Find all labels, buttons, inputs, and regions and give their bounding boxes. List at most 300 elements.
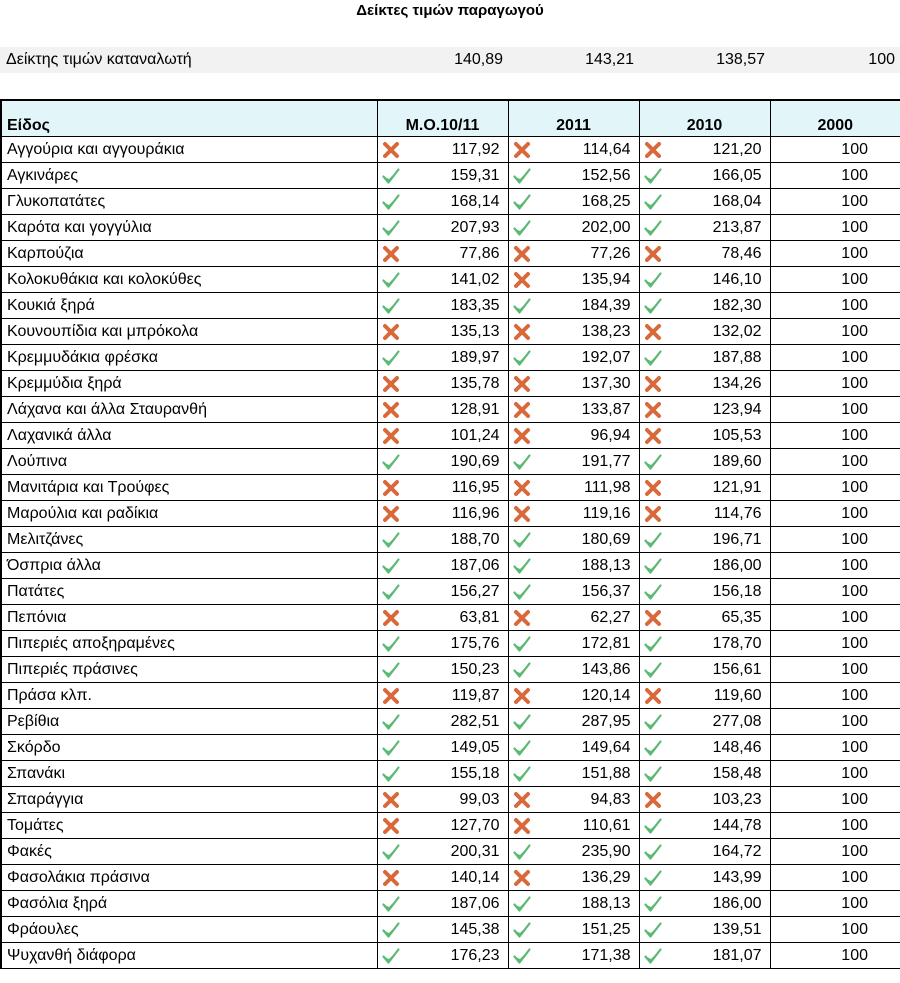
value-2011-cell[interactable] [508,605,639,631]
column-header-avg[interactable]: Μ.Ο.10/11 [377,100,508,137]
avg-cell[interactable] [377,449,508,475]
value-2010-cell[interactable] [639,839,770,865]
cell-text: 235,90 [581,842,631,860]
check-icon [512,582,532,602]
value-2000-cell[interactable] [770,917,900,943]
cell-text: 116,96 [451,504,500,522]
cell-text: 158,48 [712,764,762,782]
cell-text: 186,00 [712,894,762,912]
table-row[interactable] [1,839,900,865]
cell-text: Πεπόνια [7,608,67,626]
cell-text: 96,94 [590,426,631,444]
avg-cell[interactable] [377,917,508,943]
value-2000-cell[interactable] [770,371,900,397]
avg-cell[interactable] [377,267,508,293]
value-2011-cell[interactable] [508,631,639,657]
table-row[interactable] [1,709,900,735]
value-2000-cell[interactable] [770,813,900,839]
cell-text: 135,13 [450,322,500,340]
avg-cell[interactable] [377,579,508,605]
check-icon [643,348,663,368]
cell-text: 100 [841,738,868,756]
item-name-cell[interactable] [1,397,377,423]
value-2011-cell[interactable] [508,293,639,319]
value-2000-cell[interactable] [770,241,900,267]
table-row[interactable] [1,267,900,293]
table-body [1,137,900,969]
cell-text: 100 [841,504,868,522]
cross-icon [512,322,532,342]
value-2011-cell[interactable] [508,319,639,345]
item-name-cell[interactable] [1,761,377,787]
avg-cell[interactable] [377,735,508,761]
cross-icon [381,374,401,394]
cell-text: 152,56 [581,166,631,184]
check-icon [381,764,401,784]
cell-text: 168,04 [712,192,762,210]
cell-text: 127,70 [450,816,500,834]
value-2011-cell[interactable] [508,917,639,943]
value-2011-cell[interactable] [508,787,639,813]
value-2000-cell[interactable] [770,449,900,475]
cell-text: Τομάτες [7,816,64,834]
cell-text: Καρπούζια [7,244,84,262]
check-icon [643,816,663,836]
value-2000-cell[interactable] [770,735,900,761]
table-row[interactable] [1,137,900,163]
value-2000-cell[interactable] [770,319,900,345]
cell-text: 187,88 [712,348,762,366]
item-name-cell[interactable] [1,189,377,215]
value-2000-cell[interactable] [770,761,900,787]
check-icon [381,556,401,576]
value-2010-cell[interactable] [639,345,770,371]
cell-text: Ρεβίθια [7,712,60,730]
check-icon [512,556,532,576]
cell-text: 121,91 [712,478,762,496]
cell-text: 143,86 [581,660,631,678]
value-2011-cell[interactable] [508,475,639,501]
value-2011-cell[interactable] [508,839,639,865]
cell-text: 120,14 [581,686,631,704]
value-2010-cell[interactable] [639,657,770,683]
value-2011-cell[interactable] [508,709,639,735]
table-row[interactable] [1,683,900,709]
avg-cell[interactable] [377,787,508,813]
cross-icon [512,140,532,160]
check-icon [643,920,663,940]
table-row[interactable] [1,397,900,423]
value-2010-cell[interactable] [639,371,770,397]
value-2011-cell[interactable] [508,163,639,189]
item-name-cell[interactable] [1,293,377,319]
value-2011-cell[interactable] [508,137,639,163]
value-2010-cell[interactable] [639,579,770,605]
item-name-cell[interactable] [1,319,377,345]
cell-text: 100 [841,894,868,912]
cell-text: 187,06 [450,556,500,574]
table-row[interactable] [1,345,900,371]
table-row[interactable] [1,501,900,527]
item-name-cell[interactable] [1,501,377,527]
table-row[interactable] [1,293,900,319]
avg-cell[interactable] [377,423,508,449]
value-2000-cell[interactable] [770,865,900,891]
value-2010-cell[interactable] [639,553,770,579]
column-header-2011[interactable]: 2011 [508,100,639,137]
item-name-cell[interactable] [1,709,377,735]
cell-text: Κουκιά ξηρά [7,296,95,314]
avg-cell[interactable] [377,605,508,631]
item-name-cell[interactable] [1,137,377,163]
table-row[interactable] [1,215,900,241]
cell-text: 164,72 [712,842,762,860]
check-icon [512,920,532,940]
value-2011-cell[interactable] [508,449,639,475]
cell-text: 134,26 [712,374,762,392]
avg-cell[interactable] [377,475,508,501]
value-2010-cell[interactable] [639,241,770,267]
table-row[interactable] [1,657,900,683]
cross-icon [381,478,401,498]
value-2000-cell[interactable] [770,293,900,319]
check-icon [512,218,532,238]
value-2011-cell[interactable] [508,501,639,527]
check-icon [381,296,401,316]
table-row[interactable] [1,553,900,579]
table-row[interactable] [1,449,900,475]
cell-text: 100 [841,218,868,236]
cell-text: 77,26 [590,244,631,262]
item-name-cell[interactable] [1,683,377,709]
avg-cell[interactable] [377,553,508,579]
avg-cell[interactable] [377,683,508,709]
avg-cell[interactable] [377,761,508,787]
cross-icon [512,504,532,524]
cross-icon [381,322,401,342]
avg-cell[interactable] [377,943,508,969]
cpi-value-2011: 143,21 [585,51,634,68]
value-2011-cell[interactable] [508,527,639,553]
avg-cell[interactable] [377,657,508,683]
cross-icon [643,790,663,810]
cell-text: 200,31 [450,842,500,860]
value-2011-cell[interactable] [508,397,639,423]
item-name-cell[interactable] [1,891,377,917]
avg-cell[interactable] [377,501,508,527]
table-row[interactable] [1,891,900,917]
value-2010-cell[interactable] [639,215,770,241]
avg-cell[interactable] [377,137,508,163]
value-2010-cell[interactable] [639,189,770,215]
cell-text: 103,23 [712,790,762,808]
check-icon [643,634,663,654]
check-icon [381,660,401,680]
value-2000-cell[interactable] [770,501,900,527]
value-2011-cell[interactable] [508,345,639,371]
table-row[interactable] [1,917,900,943]
item-name-cell[interactable] [1,345,377,371]
item-name-cell[interactable] [1,267,377,293]
item-name-cell[interactable] [1,605,377,631]
item-name-cell[interactable] [1,631,377,657]
value-2010-cell[interactable] [639,423,770,449]
cell-text: 148,46 [712,738,762,756]
table-row[interactable] [1,605,900,631]
cell-text: 100 [841,322,868,340]
value-2010-cell[interactable] [639,475,770,501]
cross-icon [512,374,532,394]
value-2010-cell[interactable] [639,683,770,709]
value-2010-cell[interactable] [639,917,770,943]
table-row[interactable] [1,865,900,891]
value-2010-cell[interactable] [639,865,770,891]
item-name-cell[interactable] [1,527,377,553]
value-2010-cell[interactable] [639,761,770,787]
cell-text: 146,10 [712,270,762,288]
value-2011-cell[interactable] [508,761,639,787]
value-2011-cell[interactable] [508,865,639,891]
value-2010-cell[interactable] [639,267,770,293]
avg-cell[interactable] [377,319,508,345]
value-2010-cell[interactable] [639,397,770,423]
cell-text: 100 [841,296,868,314]
check-icon [512,712,532,732]
item-name-cell[interactable] [1,475,377,501]
value-2000-cell[interactable] [770,137,900,163]
value-2011-cell[interactable] [508,891,639,917]
cross-icon [512,426,532,446]
cell-text: 100 [841,348,868,366]
cross-icon [643,504,663,524]
cell-text: 99,03 [459,790,500,808]
table-row[interactable] [1,631,900,657]
value-2011-cell[interactable] [508,553,639,579]
item-name-cell[interactable] [1,787,377,813]
check-icon [381,270,401,290]
cell-text: 149,05 [450,738,500,756]
avg-cell[interactable] [377,293,508,319]
item-name-cell[interactable] [1,813,377,839]
cell-text: 132,02 [712,322,762,340]
item-name-cell[interactable] [1,943,377,969]
check-icon [381,738,401,758]
item-name-cell[interactable] [1,579,377,605]
cell-text: 207,93 [450,218,500,236]
value-2000-cell[interactable] [770,605,900,631]
cell-text: 100 [841,660,868,678]
table-row[interactable] [1,579,900,605]
avg-cell[interactable] [377,813,508,839]
check-icon [381,712,401,732]
value-2011-cell[interactable] [508,683,639,709]
cell-text: 100 [841,530,868,548]
check-icon [512,166,532,186]
value-2000-cell[interactable] [770,787,900,813]
cell-text: 62,27 [590,608,631,626]
value-2010-cell[interactable] [639,293,770,319]
value-2010-cell[interactable] [639,527,770,553]
table-row[interactable] [1,787,900,813]
avg-cell[interactable] [377,839,508,865]
cell-text: 117,92 [451,140,500,158]
value-2000-cell[interactable] [770,345,900,371]
table-row[interactable] [1,371,900,397]
value-2000-cell[interactable] [770,215,900,241]
cell-text: 159,31 [450,166,500,184]
avg-cell[interactable] [377,709,508,735]
value-2000-cell[interactable] [770,683,900,709]
cell-text: 213,87 [712,218,762,236]
value-2010-cell[interactable] [639,735,770,761]
value-2000-cell[interactable] [770,579,900,605]
value-2010-cell[interactable] [639,163,770,189]
value-2011-cell[interactable] [508,215,639,241]
cell-text: Κρεμμυδάκια φρέσκα [7,348,159,366]
column-header-item[interactable]: Είδος [1,100,377,137]
avg-cell[interactable] [377,631,508,657]
value-2000-cell[interactable] [770,657,900,683]
item-name-cell[interactable] [1,371,377,397]
item-name-cell[interactable] [1,839,377,865]
avg-cell[interactable] [377,241,508,267]
table-row[interactable] [1,241,900,267]
cell-text: 202,00 [581,218,631,236]
table-row[interactable] [1,813,900,839]
avg-cell[interactable] [377,865,508,891]
value-2000-cell[interactable] [770,267,900,293]
cell-text: 133,87 [581,400,631,418]
value-2000-cell[interactable] [770,709,900,735]
table-row[interactable] [1,189,900,215]
cross-icon [381,400,401,420]
cross-icon [643,244,663,264]
value-2011-cell[interactable] [508,579,639,605]
value-2010-cell[interactable] [639,891,770,917]
check-icon [381,530,401,550]
item-name-cell[interactable] [1,163,377,189]
table-row[interactable] [1,527,900,553]
value-2011-cell[interactable] [508,267,639,293]
value-2000-cell[interactable] [770,189,900,215]
check-icon [512,348,532,368]
table-row[interactable] [1,319,900,345]
cell-text: 156,37 [581,582,631,600]
cell-text: 128,91 [450,400,500,418]
check-icon [643,764,663,784]
item-name-cell[interactable] [1,423,377,449]
avg-cell[interactable] [377,189,508,215]
value-2011-cell[interactable] [508,241,639,267]
value-2010-cell[interactable] [639,943,770,969]
table-row[interactable] [1,423,900,449]
value-2000-cell[interactable] [770,553,900,579]
value-2010-cell[interactable] [639,709,770,735]
cross-icon [512,270,532,290]
value-2010-cell[interactable] [639,319,770,345]
cell-text: 100 [841,946,868,964]
item-name-cell[interactable] [1,865,377,891]
cell-text: 77,86 [459,244,500,262]
table-row[interactable] [1,761,900,787]
value-2011-cell[interactable] [508,189,639,215]
value-2010-cell[interactable] [639,813,770,839]
item-name-cell[interactable] [1,215,377,241]
check-icon [512,894,532,914]
avg-cell[interactable] [377,891,508,917]
value-2000-cell[interactable] [770,839,900,865]
value-2000-cell[interactable] [770,163,900,189]
item-name-cell[interactable] [1,657,377,683]
price-index-table [0,99,900,969]
avg-cell[interactable] [377,527,508,553]
table-row[interactable] [1,163,900,189]
avg-cell[interactable] [377,215,508,241]
table-row[interactable] [1,735,900,761]
table-row[interactable] [1,475,900,501]
value-2000-cell[interactable] [770,943,900,969]
value-2011-cell[interactable] [508,735,639,761]
column-header-2010[interactable]: 2010 [639,100,770,137]
value-2010-cell[interactable] [639,631,770,657]
column-header-2000[interactable]: 2000 [770,100,900,137]
value-2000-cell[interactable] [770,397,900,423]
item-name-cell[interactable] [1,553,377,579]
cell-text: Γλυκοπατάτες [7,192,106,210]
check-icon [512,660,532,680]
item-name-cell[interactable] [1,241,377,267]
value-2000-cell[interactable] [770,475,900,501]
avg-cell[interactable] [377,163,508,189]
value-2010-cell[interactable] [639,449,770,475]
value-2010-cell[interactable] [639,605,770,631]
cell-text: 123,94 [712,400,762,418]
avg-cell[interactable] [377,345,508,371]
cell-text: 282,51 [450,712,500,730]
check-icon [643,660,663,680]
cell-text: Πράσα κλπ. [7,686,92,704]
check-icon [643,738,663,758]
avg-cell[interactable] [377,371,508,397]
value-2010-cell[interactable] [639,501,770,527]
cell-text: Κρεμμύδια ξηρά [7,374,122,392]
value-2011-cell[interactable] [508,371,639,397]
value-2010-cell[interactable] [639,137,770,163]
table-row[interactable] [1,943,900,969]
value-2000-cell[interactable] [770,891,900,917]
value-2011-cell[interactable] [508,423,639,449]
item-name-cell[interactable] [1,735,377,761]
cell-text: 143,99 [712,868,762,886]
item-name-cell[interactable] [1,917,377,943]
avg-cell[interactable] [377,397,508,423]
cell-text: 172,81 [581,634,631,652]
value-2000-cell[interactable] [770,423,900,449]
value-2011-cell[interactable] [508,943,639,969]
value-2000-cell[interactable] [770,527,900,553]
cell-text: Καρότα και γογγύλια [7,218,152,236]
cell-text: Φασόλια ξηρά [7,894,108,912]
value-2010-cell[interactable] [639,787,770,813]
cell-text: 141,02 [450,270,500,288]
cell-text: 178,70 [712,634,762,652]
cross-icon [381,244,401,264]
item-name-cell[interactable] [1,449,377,475]
cell-text: 121,20 [712,140,762,158]
value-2011-cell[interactable] [508,657,639,683]
value-2000-cell[interactable] [770,631,900,657]
value-2011-cell[interactable] [508,813,639,839]
